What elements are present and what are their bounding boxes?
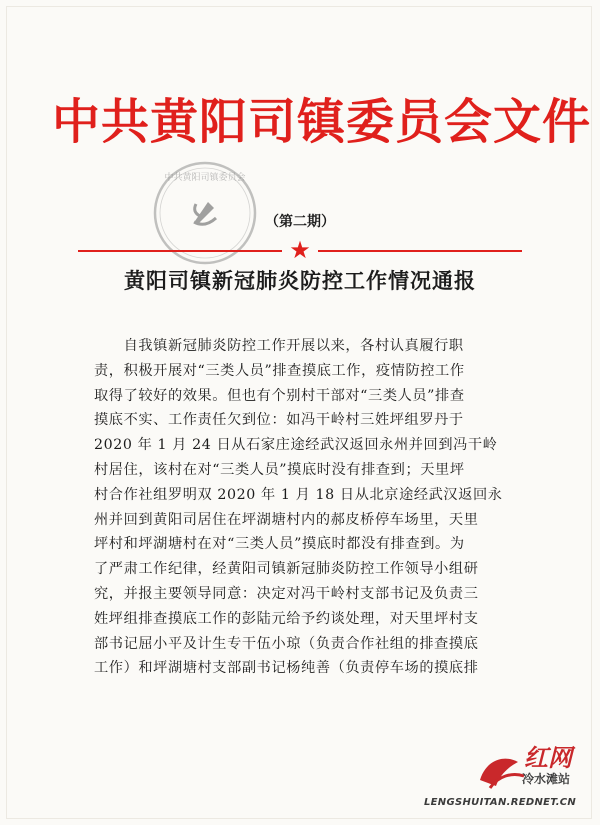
watermark-station: 冷水滩站 [522,772,571,786]
body-line: 坪村和坪湖塘村在对“三类人员”摸底时都没有排查到。为 [94,536,465,553]
header-divider-left [78,250,282,252]
rednet-logo-icon [474,740,594,796]
body-line: 自我镇新冠肺炎防控工作开展以来，各村认真履行职 [94,338,464,354]
star-icon: ★ [289,236,311,264]
report-body [94,334,506,681]
body-line: 姓坪组排查摸底工作的彭陆元给予约谈处理，对天里坪村支 [94,610,479,627]
document-header-title: 中共黄阳司镇委员会文件 [52,94,592,150]
body-line: 了严肃工作纪律，经黄阳司镇新冠肺炎防控工作领导小组研 [94,561,479,578]
body-line: 摸底不实、工作责任欠到位：如冯干岭村三姓坪组罗丹于 [94,412,464,429]
body-line: 责，积极开展对“三类人员”排查摸底工作，疫情防控工作 [94,362,465,379]
issue-number: （第二期） [265,214,335,230]
body-line: 州并回到黄阳司居住在坪湖塘村内的郝皮桥停车场里，天里 [94,511,479,528]
body-line: 2020 年 1 月 24 日从石家庄途经武汉返回永州并回到冯干岭 [94,437,498,454]
body-line: 究，并报主要领导同意：决定对冯干岭村支部书记及负责三 [94,585,479,602]
body-line: 村合作社组罗明双 2020 年 1 月 18 日从北京途经武汉返回永 [94,486,503,503]
body-line: 取得了较好的效果。但也有个别村干部对“三类人员”排查 [94,387,465,404]
header-divider-right [318,250,522,252]
watermark-brand: 红网 [524,744,572,772]
body-line: 工作）和坪湖塘村支部副书记杨纯善（负责停车场的摸底排 [94,660,479,677]
body-line: 部书记屈小平及计生专干伍小琼（负责合作社组的排查摸底 [94,635,479,652]
rednet-watermark [466,740,598,820]
body-line: 村居住，该村在对“三类人员”摸底时没有排查到；天里坪 [94,461,465,478]
seal-text: 中共黄阳司镇委员会 [164,173,246,183]
watermark-url: LENGSHUITAN.REDNET.CN [424,797,577,808]
report-title: 黄阳司镇新冠肺炎防控工作情况通报 [124,268,476,293]
